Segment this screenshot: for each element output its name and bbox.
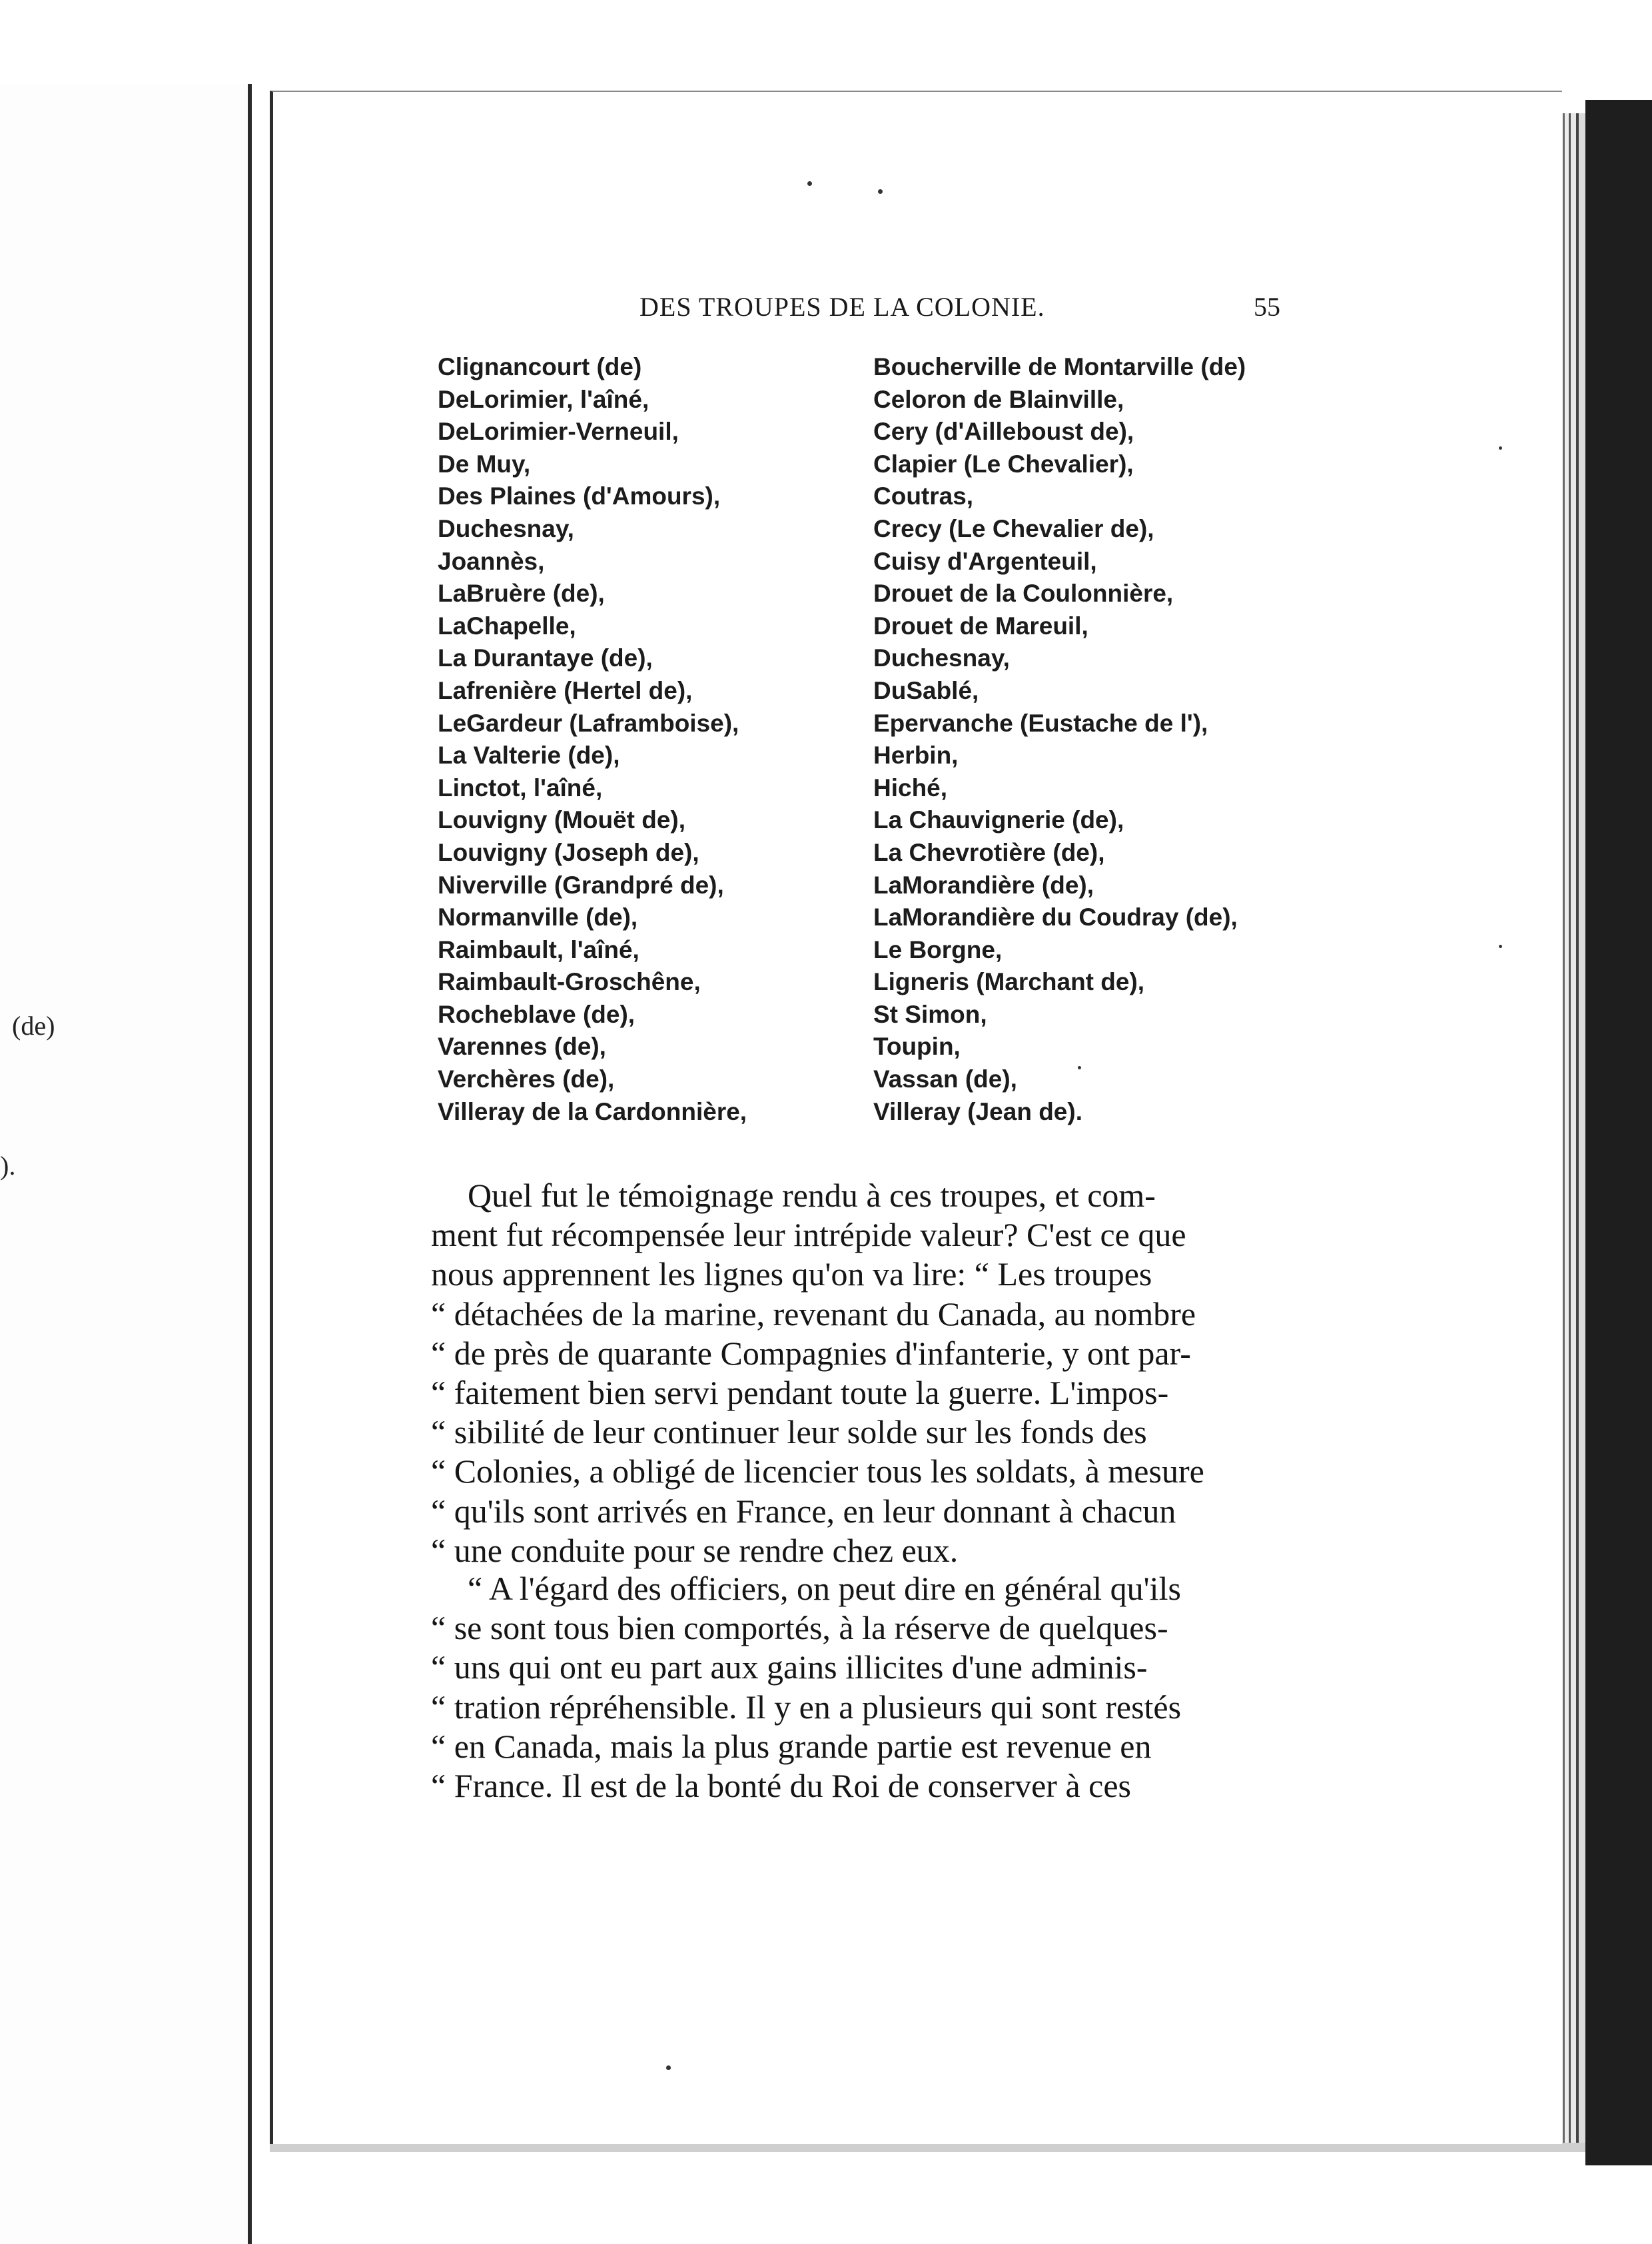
list-item: Clignancourt (de) <box>438 353 642 380</box>
list-item: Raimbault-Groschêne, <box>438 968 701 996</box>
list-item: Boucherville de Montarville (de) <box>873 353 1246 380</box>
list-item: Varennes (de), <box>438 1033 606 1061</box>
list-item: Joannès, <box>438 547 545 575</box>
list-item: Duchesnay, <box>873 644 1010 672</box>
list-item: La Chevrotière (de), <box>873 838 1105 866</box>
text-line: “ tration répréhensible. Il y en a plusieurs qui sont restés <box>431 1688 1182 1726</box>
list-item: Cuisy d'Argenteuil, <box>873 547 1097 575</box>
list-item: Normanville (de), <box>438 903 638 931</box>
list-item: Herbin, <box>873 742 959 770</box>
list-item: Ligneris (Marchant de), <box>873 968 1145 996</box>
left-page-fragment: ). <box>0 1151 16 1181</box>
officer-list-left <box>438 351 747 1128</box>
list-item: Lafrenière (Hertel de), <box>438 676 693 704</box>
list-item: LaMorandière (de), <box>873 871 1094 899</box>
text-line: “ une conduite pour se rendre chez eux. <box>431 1531 959 1569</box>
page-edges <box>1559 113 1585 2152</box>
list-item: DuSablé, <box>873 676 979 704</box>
text-line: “ se sont tous bien comportés, à la réserve de quelques- <box>431 1609 1168 1647</box>
list-item: Villeray de la Cardonnière, <box>438 1097 747 1125</box>
text-line: “ sibilité de leur continuer leur solde sur les fonds des <box>431 1413 1147 1451</box>
list-item: Celoron de Blainville, <box>873 385 1124 413</box>
page-bottom-edge <box>270 2143 1585 2152</box>
scan-speck <box>878 189 883 194</box>
page-number: 55 <box>1254 292 1280 322</box>
running-title: DES TROUPES DE LA COLONIE. <box>639 292 1045 322</box>
list-item: Crecy (Le Chevalier de), <box>873 514 1154 542</box>
list-item: Linctot, l'aîné, <box>438 774 603 802</box>
scan-speck <box>807 181 812 186</box>
text-line: “ faitement bien servi pendant toute la guerre. L'impos- <box>431 1374 1169 1412</box>
text-line: “ Colonies, a obligé de licencier tous les soldats, à mesure <box>431 1452 1204 1490</box>
list-item: Vassan (de), <box>873 1065 1017 1093</box>
text-line: “ France. Il est de la bonté du Roi de conserver à ces <box>431 1767 1131 1805</box>
list-item: Drouet de la Coulonnière, <box>873 580 1174 608</box>
list-item: Rocheblave (de), <box>438 1000 635 1028</box>
list-item: DeLorimier, l'aîné, <box>438 385 649 413</box>
list-item: LeGardeur (Laframboise), <box>438 709 739 737</box>
text-line: “ détachées de la marine, revenant du Canada, au nombre <box>431 1295 1196 1333</box>
list-item: La Valterie (de), <box>438 742 620 770</box>
scan-speck <box>1078 1066 1081 1069</box>
list-item: Louvigny (Mouët de), <box>438 806 686 834</box>
list-item: Hiché, <box>873 774 948 802</box>
list-item: St Simon, <box>873 1000 987 1028</box>
body-paragraph <box>431 1176 1277 1570</box>
text-line: “ qu'ils sont arrivés en France, en leur donnant à chacun <box>431 1492 1176 1530</box>
left-facing-page <box>0 84 252 2244</box>
list-item: LaChapelle, <box>438 612 576 640</box>
list-item: LaBruère (de), <box>438 580 605 608</box>
left-page-fragment: (de) <box>12 1011 55 1041</box>
scan-speck <box>1499 446 1502 450</box>
list-item: Toupin, <box>873 1033 961 1061</box>
list-item: LaMorandière du Coudray (de), <box>873 903 1238 931</box>
scan-speck <box>666 2065 671 2070</box>
officer-list-right <box>873 351 1246 1128</box>
list-item: La Durantaye (de), <box>438 644 653 672</box>
list-item: Verchères (de), <box>438 1065 615 1093</box>
list-item: Raimbault, l'aîné, <box>438 935 639 963</box>
list-item: Des Plaines (d'Amours), <box>438 482 721 510</box>
list-item: Drouet de Mareuil, <box>873 612 1088 640</box>
list-item: Cery (d'Ailleboust de), <box>873 418 1134 446</box>
list-item: DeLorimier-Verneuil, <box>438 418 679 446</box>
list-item: Niverville (Grandpré de), <box>438 871 724 899</box>
text-line: “ A l'égard des officiers, on peut dire en général qu'ils <box>468 1570 1181 1607</box>
text-line: “ de près de quarante Compagnies d'infanterie, y ont par- <box>431 1334 1191 1372</box>
scan-speck <box>1499 945 1502 948</box>
text-line: “ uns qui ont eu part aux gains illicites d'une adminis- <box>431 1648 1148 1686</box>
body-paragraph <box>431 1569 1277 1806</box>
list-item: Le Borgne, <box>873 935 1003 963</box>
text-line: “ en Canada, mais la plus grande partie est revenue en <box>431 1727 1152 1765</box>
list-item: Duchesnay, <box>438 514 574 542</box>
list-item: De Muy, <box>438 450 531 478</box>
text-line: ment fut récompensée leur intrépide valeur? C'est ce que <box>431 1216 1186 1254</box>
list-item: Louvigny (Joseph de), <box>438 838 699 866</box>
list-item: Villeray (Jean de). <box>873 1097 1082 1125</box>
list-item: Coutras, <box>873 482 974 510</box>
text-line: Quel fut le témoignage rendu à ces troupes, et com- <box>468 1177 1156 1214</box>
list-item: Clapier (Le Chevalier), <box>873 450 1134 478</box>
scan-background <box>1585 100 1652 2165</box>
text-line: nous apprennent les lignes qu'on va lire: “ Les troupes <box>431 1255 1152 1293</box>
list-item: La Chauvignerie (de), <box>873 806 1124 834</box>
list-item: Epervanche (Eustache de l'), <box>873 709 1208 737</box>
